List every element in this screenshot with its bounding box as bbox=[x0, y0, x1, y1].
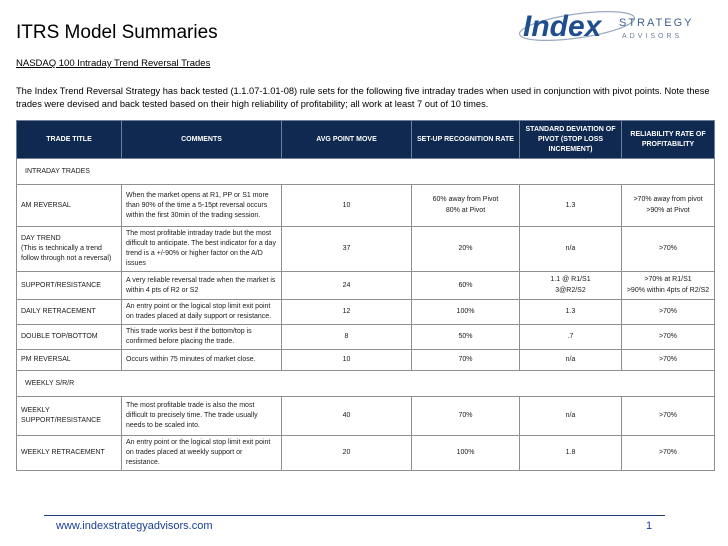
cell-avg-point-move bbox=[282, 436, 412, 471]
cell-setup-rate bbox=[412, 227, 520, 272]
cell-trade-title-line: SUPPORT/RESISTANCE bbox=[21, 417, 101, 424]
cell-std-dev-line: 1.3 bbox=[565, 201, 576, 209]
cell-reliability bbox=[622, 436, 715, 471]
cell-std-dev bbox=[520, 350, 622, 371]
col-header-trade-title: TRADE TITLE bbox=[17, 121, 122, 159]
footer-url[interactable]: www.indexstrategyadvisors.com bbox=[56, 520, 213, 532]
col-header-comments: COMMENTS bbox=[122, 121, 282, 159]
cell-trade-title bbox=[17, 300, 122, 325]
cell-std-dev bbox=[520, 185, 622, 227]
cell-avg-point-move bbox=[282, 185, 412, 227]
cell-reliability bbox=[622, 185, 715, 227]
cell-avg-point-move-line: 40 bbox=[342, 412, 351, 419]
page-number: 1 bbox=[646, 520, 653, 532]
cell-std-dev-line: n/a bbox=[565, 356, 576, 363]
cell-setup-rate-line: 50% bbox=[458, 333, 473, 340]
cell-std-dev-line: 3@R2/S2 bbox=[555, 287, 586, 294]
intro-paragraph: The Index Trend Reversal Strategy has back tested (1.1.07-1.01-08) rule sets for the following five intraday trades when used in conjunction with pivot points. Note these trades were devised and back tested based on their high reliability of profitability; all work at least 7 out of 10 times. bbox=[16, 86, 710, 109]
cell-comments-line: An entry point or the logical stop limit exit point on trades placed at weekly support or resistance. bbox=[126, 439, 271, 466]
footer-divider bbox=[44, 515, 665, 516]
cell-setup-rate bbox=[412, 436, 520, 471]
cell-trade-title-line: SUPPORT/RESISTANCE bbox=[21, 281, 101, 289]
cell-std-dev bbox=[520, 227, 622, 272]
cell-avg-point-move-line: 8 bbox=[344, 333, 349, 340]
cell-comments-line: This trade works best if the bottom/top is confirmed before placing the trade. bbox=[126, 328, 252, 345]
page-title: ITRS Model Summaries bbox=[16, 22, 218, 43]
cell-reliability-line: >70% away from pivot bbox=[633, 196, 703, 203]
logo-brand: Index bbox=[523, 10, 602, 43]
cell-std-dev-line: 1.1 @ R1/S1 bbox=[550, 276, 591, 283]
cell-std-dev-line: .7 bbox=[567, 333, 574, 340]
cell-avg-point-move bbox=[282, 272, 412, 300]
cell-setup-rate bbox=[412, 325, 520, 350]
cell-std-dev-line: n/a bbox=[565, 245, 576, 252]
cell-reliability-line: >90% at Pivot bbox=[646, 207, 690, 214]
cell-trade-title bbox=[17, 272, 122, 300]
cell-trade-title bbox=[17, 185, 122, 227]
logo-word2: ADVISORS bbox=[622, 33, 683, 40]
section-label: WEEKLY S/R/R bbox=[17, 371, 715, 397]
cell-avg-point-move bbox=[282, 227, 412, 272]
cell-reliability bbox=[622, 272, 715, 300]
cell-avg-point-move-line: 10 bbox=[342, 201, 351, 209]
cell-comments bbox=[122, 325, 282, 350]
cell-comments bbox=[122, 300, 282, 325]
cell-setup-rate bbox=[412, 272, 520, 300]
cell-std-dev bbox=[520, 397, 622, 436]
cell-std-dev-line: 1.8 bbox=[565, 449, 576, 456]
col-header-std-dev: STANDARD DEVIATION OF PIVOT (STOP LOSS INCREMENT) bbox=[520, 121, 622, 159]
cell-std-dev bbox=[520, 325, 622, 350]
col-header-reliability: RELIABILITY RATE OF PROFITABILITY bbox=[622, 121, 715, 159]
section-row bbox=[17, 371, 715, 397]
table-row bbox=[17, 227, 715, 272]
cell-trade-title bbox=[17, 436, 122, 471]
cell-setup-rate-line: 60% away from Pivot bbox=[432, 196, 499, 203]
cell-reliability bbox=[622, 397, 715, 436]
cell-trade-title-line: DAY TREND bbox=[21, 235, 61, 242]
cell-comments-line: The most profitable intraday trade but the most difficult to anticipate. The best indicator for a day trend is a +/-90% or higher factor on the A/D issues bbox=[126, 230, 276, 267]
cell-setup-rate bbox=[412, 397, 520, 436]
cell-trade-title-line: DAILY RETRACEMENT bbox=[21, 308, 96, 315]
section-label: INTRADAY TRADES bbox=[17, 159, 715, 185]
cell-setup-rate-line: 70% bbox=[458, 356, 473, 363]
cell-reliability bbox=[622, 350, 715, 371]
trades-table bbox=[16, 120, 715, 471]
cell-avg-point-move-line: 20 bbox=[342, 449, 351, 456]
cell-trade-title-line: (This is technically a trend follow through not a reversal) bbox=[21, 245, 112, 262]
subtitle: NASDAQ 100 Intraday Trend Reversal Trades bbox=[16, 58, 211, 69]
cell-setup-rate-line: 100% bbox=[456, 308, 475, 315]
cell-setup-rate-line: 60% bbox=[458, 281, 473, 289]
col-header-setup-rate: SET-UP RECOGNITION RATE bbox=[412, 121, 520, 159]
logo-word1: STRATEGY bbox=[619, 17, 694, 29]
cell-setup-rate-line: 100% bbox=[456, 449, 475, 456]
cell-setup-rate bbox=[412, 350, 520, 371]
cell-avg-point-move-line: 37 bbox=[342, 245, 351, 252]
cell-avg-point-move bbox=[282, 397, 412, 436]
cell-trade-title bbox=[17, 227, 122, 272]
cell-setup-rate-line: 20% bbox=[458, 245, 473, 252]
cell-reliability bbox=[622, 300, 715, 325]
cell-std-dev bbox=[520, 300, 622, 325]
cell-trade-title bbox=[17, 350, 122, 371]
cell-comments bbox=[122, 185, 282, 227]
cell-std-dev bbox=[520, 272, 622, 300]
table-row bbox=[17, 350, 715, 371]
cell-trade-title-line: WEEKLY RETRACEMENT bbox=[21, 449, 105, 456]
cell-reliability-line: >70% bbox=[658, 356, 678, 363]
cell-reliability-line: >70% bbox=[658, 449, 678, 456]
col-header-avg-point-move: AVG POINT MOVE bbox=[282, 121, 412, 159]
cell-reliability-line: >70% at R1/S1 bbox=[644, 276, 692, 283]
cell-reliability-line: >70% bbox=[658, 412, 678, 419]
table-row bbox=[17, 272, 715, 300]
cell-std-dev-line: 1.3 bbox=[565, 308, 576, 315]
table-row bbox=[17, 397, 715, 436]
cell-setup-rate bbox=[412, 300, 520, 325]
cell-reliability-line: >70% bbox=[658, 308, 678, 315]
cell-comments bbox=[122, 272, 282, 300]
table-row bbox=[17, 185, 715, 227]
cell-comments-line: The most profitable trade is also the most difficult to precisely time. The trade usually needs to be scaled into. bbox=[126, 402, 258, 429]
table-row bbox=[17, 300, 715, 325]
cell-setup-rate-line: 70% bbox=[458, 412, 473, 419]
cell-setup-rate bbox=[412, 185, 520, 227]
cell-trade-title bbox=[17, 397, 122, 436]
cell-comments-line: Occurs within 75 minutes of market close. bbox=[126, 356, 256, 363]
cell-avg-point-move bbox=[282, 325, 412, 350]
index-strategy-advisors-logo bbox=[515, 6, 715, 46]
cell-trade-title-line: PM REVERSAL bbox=[21, 356, 71, 363]
cell-comments bbox=[122, 350, 282, 371]
cell-std-dev-line: n/a bbox=[565, 412, 576, 419]
cell-trade-title-line: WEEKLY bbox=[21, 407, 50, 414]
cell-comments-line: An entry point or the logical stop limit exit point on trades placed at daily support or resistance. bbox=[126, 303, 272, 320]
cell-reliability-line: >70% bbox=[658, 245, 678, 252]
section-row bbox=[17, 159, 715, 185]
cell-reliability-line: >70% bbox=[658, 333, 678, 340]
cell-avg-point-move bbox=[282, 350, 412, 371]
cell-comments bbox=[122, 397, 282, 436]
cell-reliability-line: >90% within 4pts of R2/S2 bbox=[626, 287, 710, 294]
cell-comments-line: A very reliable reversal trade when the market is within 4 pts of R2 or S2 bbox=[126, 276, 276, 294]
table-row bbox=[17, 325, 715, 350]
cell-avg-point-move bbox=[282, 300, 412, 325]
cell-trade-title-line: DOUBLE TOP/BOTTOM bbox=[21, 333, 98, 340]
cell-trade-title bbox=[17, 325, 122, 350]
cell-comments-line: When the market opens at R1, PP or S1 more than 90% of the time a 5-15pt reversal occurs within the first 30min of the trading session. bbox=[126, 191, 269, 219]
cell-reliability bbox=[622, 227, 715, 272]
table-row bbox=[17, 436, 715, 471]
cell-avg-point-move-line: 12 bbox=[342, 308, 351, 315]
cell-avg-point-move-line: 24 bbox=[342, 281, 351, 289]
cell-comments bbox=[122, 436, 282, 471]
cell-std-dev bbox=[520, 436, 622, 471]
cell-setup-rate-line: 80% at Pivot bbox=[445, 207, 486, 214]
cell-avg-point-move-line: 10 bbox=[342, 356, 351, 363]
cell-trade-title-line: AM REVERSAL bbox=[21, 201, 71, 209]
cell-reliability bbox=[622, 325, 715, 350]
table-header-row bbox=[17, 121, 715, 159]
cell-comments bbox=[122, 227, 282, 272]
